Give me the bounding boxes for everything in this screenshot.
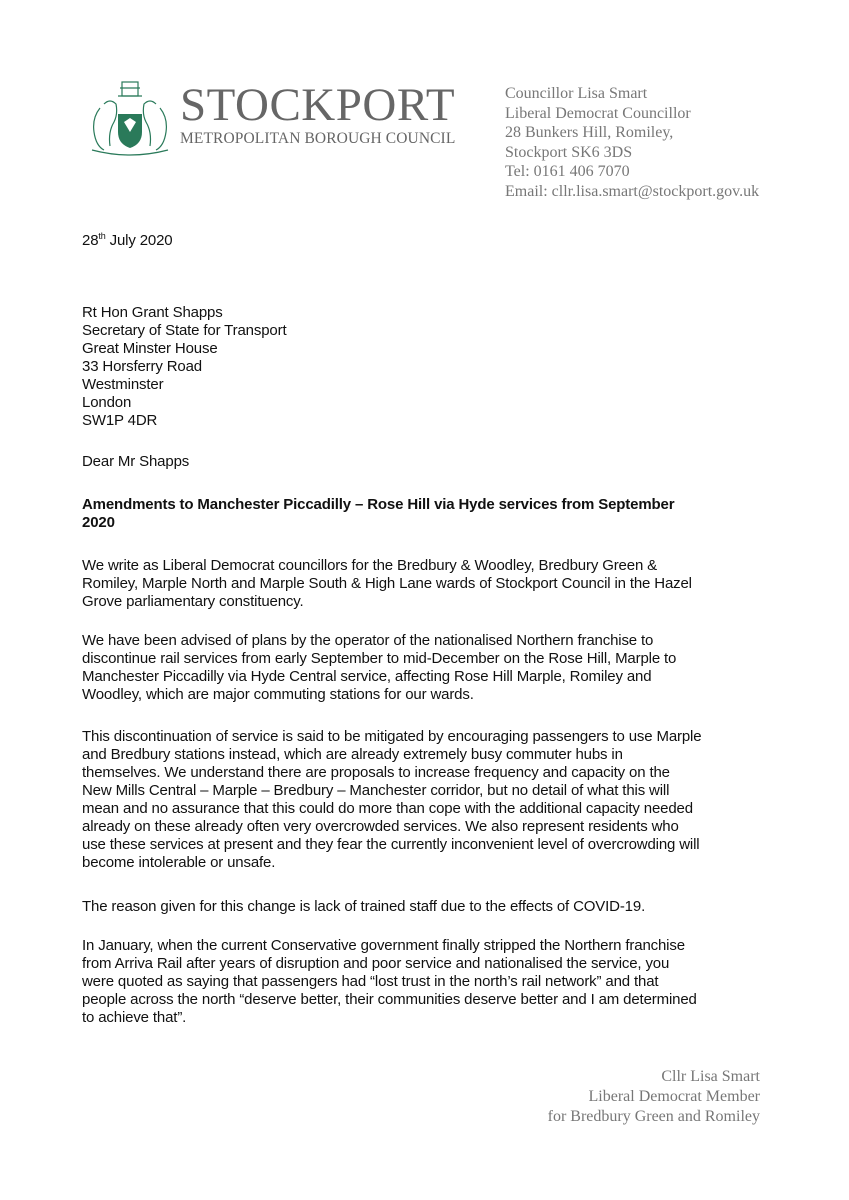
paragraph-line: Grove parliamentary constituency. (82, 593, 304, 610)
recipient-line: SW1P 4DR (82, 412, 158, 429)
council-name: STOCKPORT (180, 79, 456, 131)
signature-role: Liberal Democrat Member (588, 1088, 760, 1105)
paragraph-line: from Arriva Rail after years of disruption and poor service and nationalised the service, you (82, 955, 670, 972)
paragraph-line: themselves. We understand there are proposals to increase frequency and capacity on the (82, 764, 670, 781)
paragraph (82, 898, 645, 916)
paragraph-line: Manchester Piccadilly via Hyde Central service, affecting Rose Hill Marple, Romiley and (82, 668, 652, 685)
recipient-line: 33 Horsferry Road (82, 358, 202, 375)
paragraph (82, 557, 692, 611)
sender-phone: Tel: 0161 406 7070 (505, 163, 630, 181)
salutation: Dear Mr Shapps (82, 453, 190, 470)
paragraph-line: use these services at present and they fear the currently inconvenient level of overcrowding will (82, 836, 700, 853)
paragraph-line: were quoted as saying that passengers had “lost trust in the north’s rail network” and that (82, 973, 659, 990)
paragraph-line: This discontinuation of service is said to be mitigated by encouraging passengers to use Marple (82, 728, 702, 745)
paragraph-line: already on these already often very overcrowded services. We also represent residents who (82, 818, 679, 835)
paragraph (82, 728, 701, 872)
signature-ward: for Bredbury Green and Romiley (547, 1108, 760, 1125)
paragraph-line: people across the north “deserve better, their communities deserve better and I am determined (82, 991, 697, 1008)
sender-role: Liberal Democrat Councillor (505, 104, 691, 122)
signature-block (548, 1067, 760, 1127)
paragraph-line: to achieve that”. (82, 1009, 187, 1026)
paragraph-line: New Mills Central – Marple – Bredbury – Manchester corridor, but no detail of what this will (82, 782, 670, 799)
council-brand (180, 79, 456, 148)
paragraph-line: mean and no assurance that this could do more than cope with the additional capacity needed (82, 800, 693, 817)
sender-email: Email: cllr.lisa.smart@stockport.gov.uk (505, 182, 760, 200)
signature-name: Cllr Lisa Smart (661, 1068, 760, 1085)
sender-address-line: Stockport SK6 3DS (505, 143, 633, 161)
council-coat-of-arms-logo (86, 78, 174, 156)
paragraph-line: Woodley, which are major commuting stations for our wards. (82, 686, 474, 703)
recipient-line: Rt Hon Grant Shapps (82, 304, 223, 321)
sender-address-line: 28 Bunkers Hill, Romiley, (505, 124, 674, 142)
paragraph-line: discontinue rail services from early September to mid-December on the Rose Hill, Marple to (82, 650, 677, 667)
sender-contact-block (505, 84, 759, 202)
paragraph-line: We have been advised of plans by the operator of the nationalised Northern franchise to (82, 632, 654, 649)
recipient-line: Secretary of State for Transport (82, 322, 287, 339)
subject-line (82, 496, 674, 532)
recipient-address (82, 304, 286, 430)
recipient-line: Great Minster House (82, 340, 218, 357)
paragraph-line: The reason given for this change is lack of trained staff due to the effects of COVID-19. (82, 898, 646, 915)
paragraph (82, 937, 697, 1027)
subject-text: Amendments to Manchester Piccadilly – Rose Hill via Hyde services from September (82, 496, 675, 513)
sender-name: Councillor Lisa Smart (505, 85, 648, 102)
subject-text: 2020 (82, 514, 115, 531)
paragraph-line: and Bredbury stations instead, which are already extremely busy commuter hubs in (82, 746, 623, 763)
paragraph-line: In January, when the current Conservative government finally stripped the Northern franchise (82, 937, 685, 954)
paragraph (82, 632, 676, 704)
letter-date: 28th July 2020 (82, 231, 173, 249)
paragraph-line: We write as Liberal Democrat councillors for the Bredbury & Woodley, Bredbury Green & (82, 557, 658, 574)
paragraph-line: Romiley, Marple North and Marple South & High Lane wards of Stockport Council in the Hazel (82, 575, 692, 592)
paragraph-line: become intolerable or unsafe. (82, 854, 276, 871)
recipient-line: London (82, 394, 132, 411)
council-subtitle: METROPOLITAN BOROUGH COUNCIL (180, 130, 456, 147)
recipient-line: Westminster (82, 376, 164, 393)
